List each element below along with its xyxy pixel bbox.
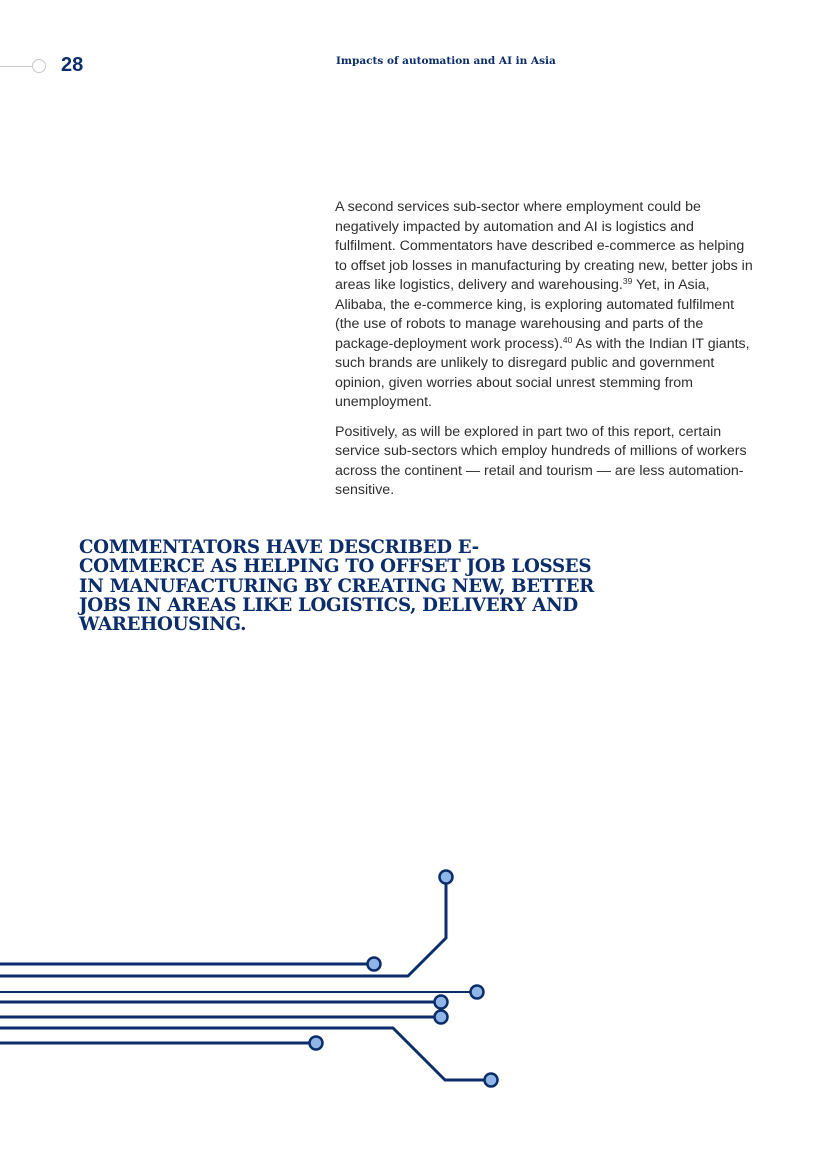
header-rule — [0, 66, 32, 67]
circuit-node — [440, 871, 453, 884]
header-circle-ornament — [32, 59, 46, 73]
body-text — [335, 198, 753, 511]
pull-quote: COMMENTATORS HAVE DESCRIBED E-COMMERCE AS HELPING TO OFFSET JOB LOSSES IN MANUFACTURING BY CREATING NEW, BETTER JOBS IN AREAS LIKE LOGISTICS, DELIVERY AND WAREHOUSING. — [79, 537, 594, 636]
body-paragraph-1 — [335, 198, 753, 413]
paragraph-1-text-b: Yet, in Asia, Alibaba, the e-commerce king, is exploring automated fulfilment (the use of robots to manage warehousing and parts of the package-deployment work process). — [335, 277, 735, 352]
running-title: Impacts of automation and AI in Asia — [336, 55, 556, 67]
body-paragraph-2: Positively, as will be explored in part two of this report, certain service sub-sectors which employ hundreds of millions of workers across the continent — retail and tourism — are less automation-sensitive. — [335, 423, 747, 498]
circuit-node — [485, 1074, 498, 1087]
circuit-illustration — [0, 860, 520, 1100]
footnote-ref-40[interactable]: 40 — [562, 334, 573, 345]
paragraph-1-text-c: As with the Indian IT giants, such brands are unlikely to disregard public and government opinion, given worries about social unrest stemming from unemployment. — [335, 335, 750, 410]
circuit-node — [435, 996, 448, 1009]
circuit-node — [368, 958, 381, 971]
circuit-trace-6 — [0, 1028, 491, 1080]
page-number: 28 — [61, 54, 84, 76]
footnote-ref-39[interactable]: 39 — [622, 276, 633, 286]
circuit-node — [310, 1037, 323, 1050]
paragraph-1-text-a: A second services sub-sector where employment could be negatively impacted by automation and AI is logistics and fulfilment. Commentators have described e-commerce as helping to offset job losses in manufacturing by creating new, better jobs in areas like logistics, delivery and warehousing. — [335, 199, 753, 293]
circuit-node — [435, 1011, 448, 1024]
circuit-node — [471, 986, 484, 999]
